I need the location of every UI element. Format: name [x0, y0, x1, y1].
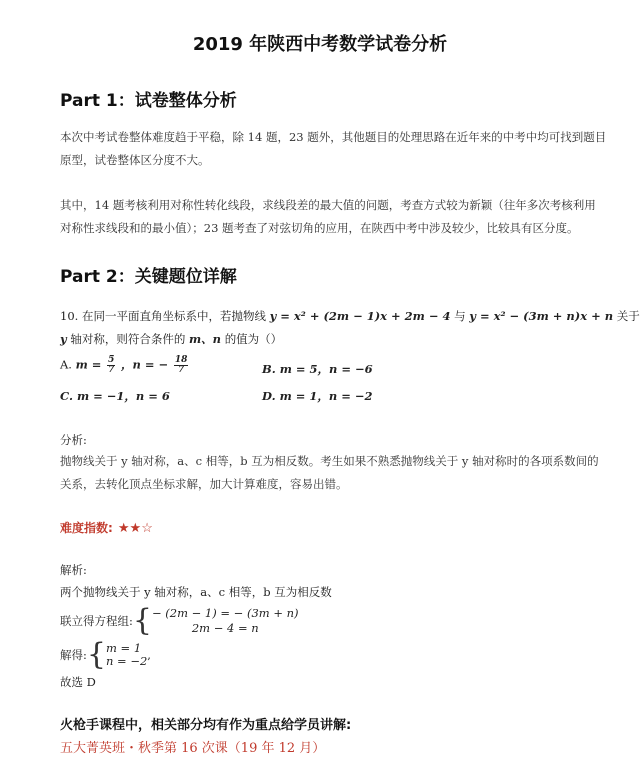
- page-title: 2019 年陕西中考数学试卷分析: [192, 34, 448, 55]
- option-a: [60, 356, 190, 375]
- var-m-n: m、n: [189, 332, 222, 346]
- course-detail: 五大菁英班・秋季第 16 次课（19 年 12 月）: [60, 741, 326, 756]
- solve-equations: [106, 642, 147, 668]
- course-line: 火枪手课程中，相关部分均有作为重点给学员讲解:: [60, 718, 352, 733]
- option-c: C. m = −1，n = 6: [60, 389, 170, 403]
- question-line2-text: 轴对称，则符合条件的: [70, 332, 186, 346]
- var-y: y: [60, 332, 67, 346]
- part1-paragraph2: [60, 194, 620, 240]
- system-eq2: 2m − 4 = n: [191, 621, 259, 635]
- analysis-label: 分析:: [60, 433, 87, 447]
- part1-paragraph1: [60, 126, 620, 172]
- question-stem-c: 关于: [616, 309, 640, 323]
- part1-heading: Part 1：试卷整体分析: [60, 91, 237, 111]
- part1-para1-line1: 本次中考试卷整体难度趋于平稳，除 14 题，23 题外，其他题目的处理思路在近年来的中考中均可找到题目: [60, 130, 607, 144]
- fraction-18-7: $\frac{18}{7}$: [174, 355, 188, 375]
- option-a-n: ，n = −: [121, 357, 169, 372]
- equation-system: [60, 603, 299, 638]
- equation-parabola-1: y = x² + (2m − 1)x + 2m − 4: [269, 309, 451, 323]
- system-label: 联立得方程组:: [60, 614, 133, 628]
- solution-label: 解析:: [60, 563, 87, 577]
- question-stem-a: 在同一平面直角坐标系中，若抛物线: [81, 309, 266, 323]
- equation-parabola-2: y = x² − (3m + n)x + n: [469, 309, 614, 323]
- difficulty-row: [60, 517, 153, 536]
- difficulty-label: 难度指数:: [60, 521, 113, 535]
- analysis-line1: 抛物线关于 y 轴对称，a、c 相等，b 互为相反数。考生如果不熟悉抛物线关于 y 轴对称时的各项系数间的: [60, 454, 599, 468]
- solve-label: 解得:: [60, 648, 87, 662]
- system-equations: [152, 606, 299, 636]
- question-line2: [60, 331, 282, 347]
- part1-para2-line2: 对称性求线段和的最小值）；23 题考查了对弦切角的应用，在陕西中考中涉及较少，比较具有区分度。: [60, 221, 579, 235]
- option-d: D. m = 1，n = −2: [262, 389, 373, 403]
- part1-para2-line1: 其中，14 题考核利用对称性转化线段，求线段差的最大值的问题，考查方式较为新颖（往年多次考核利用: [60, 198, 596, 212]
- option-b: B. m = 5，n = −6: [262, 362, 373, 376]
- left-brace-icon: {: [132, 603, 152, 638]
- solution-result: [60, 637, 151, 672]
- system-eq1: − (2m − 1) = − (3m + n): [151, 606, 299, 620]
- question-stem-b: 与: [454, 309, 466, 323]
- difficulty-stars-icon: ★★☆: [117, 521, 153, 536]
- answer-text: 故选 D: [60, 675, 96, 689]
- solve-eq1: m = 1: [105, 641, 142, 655]
- solution-line1: 两个抛物线关于 y 轴对称，a、c 相等，b 互为相反数: [60, 585, 332, 599]
- question-line1: [60, 308, 640, 324]
- analysis-text: [60, 450, 620, 496]
- option-a-label: A.: [60, 357, 72, 372]
- left-brace-icon: {: [86, 637, 106, 672]
- solve-tail: ,: [147, 648, 151, 662]
- option-a-m: m =: [75, 357, 102, 372]
- analysis-line2: 关系，去转化顶点坐标求解，加大计算难度，容易出错。: [60, 477, 348, 491]
- part2-heading: Part 2：关键题位详解: [60, 267, 237, 287]
- part1-para1-line2: 原型，试卷整体区分度不大。: [60, 153, 210, 167]
- fraction-5-7: $\frac{5}{7}$: [108, 355, 115, 375]
- solve-eq2: n = −2: [105, 654, 148, 668]
- question-line2-end: 的值为（）: [224, 332, 283, 346]
- question-number: 10.: [60, 309, 79, 323]
